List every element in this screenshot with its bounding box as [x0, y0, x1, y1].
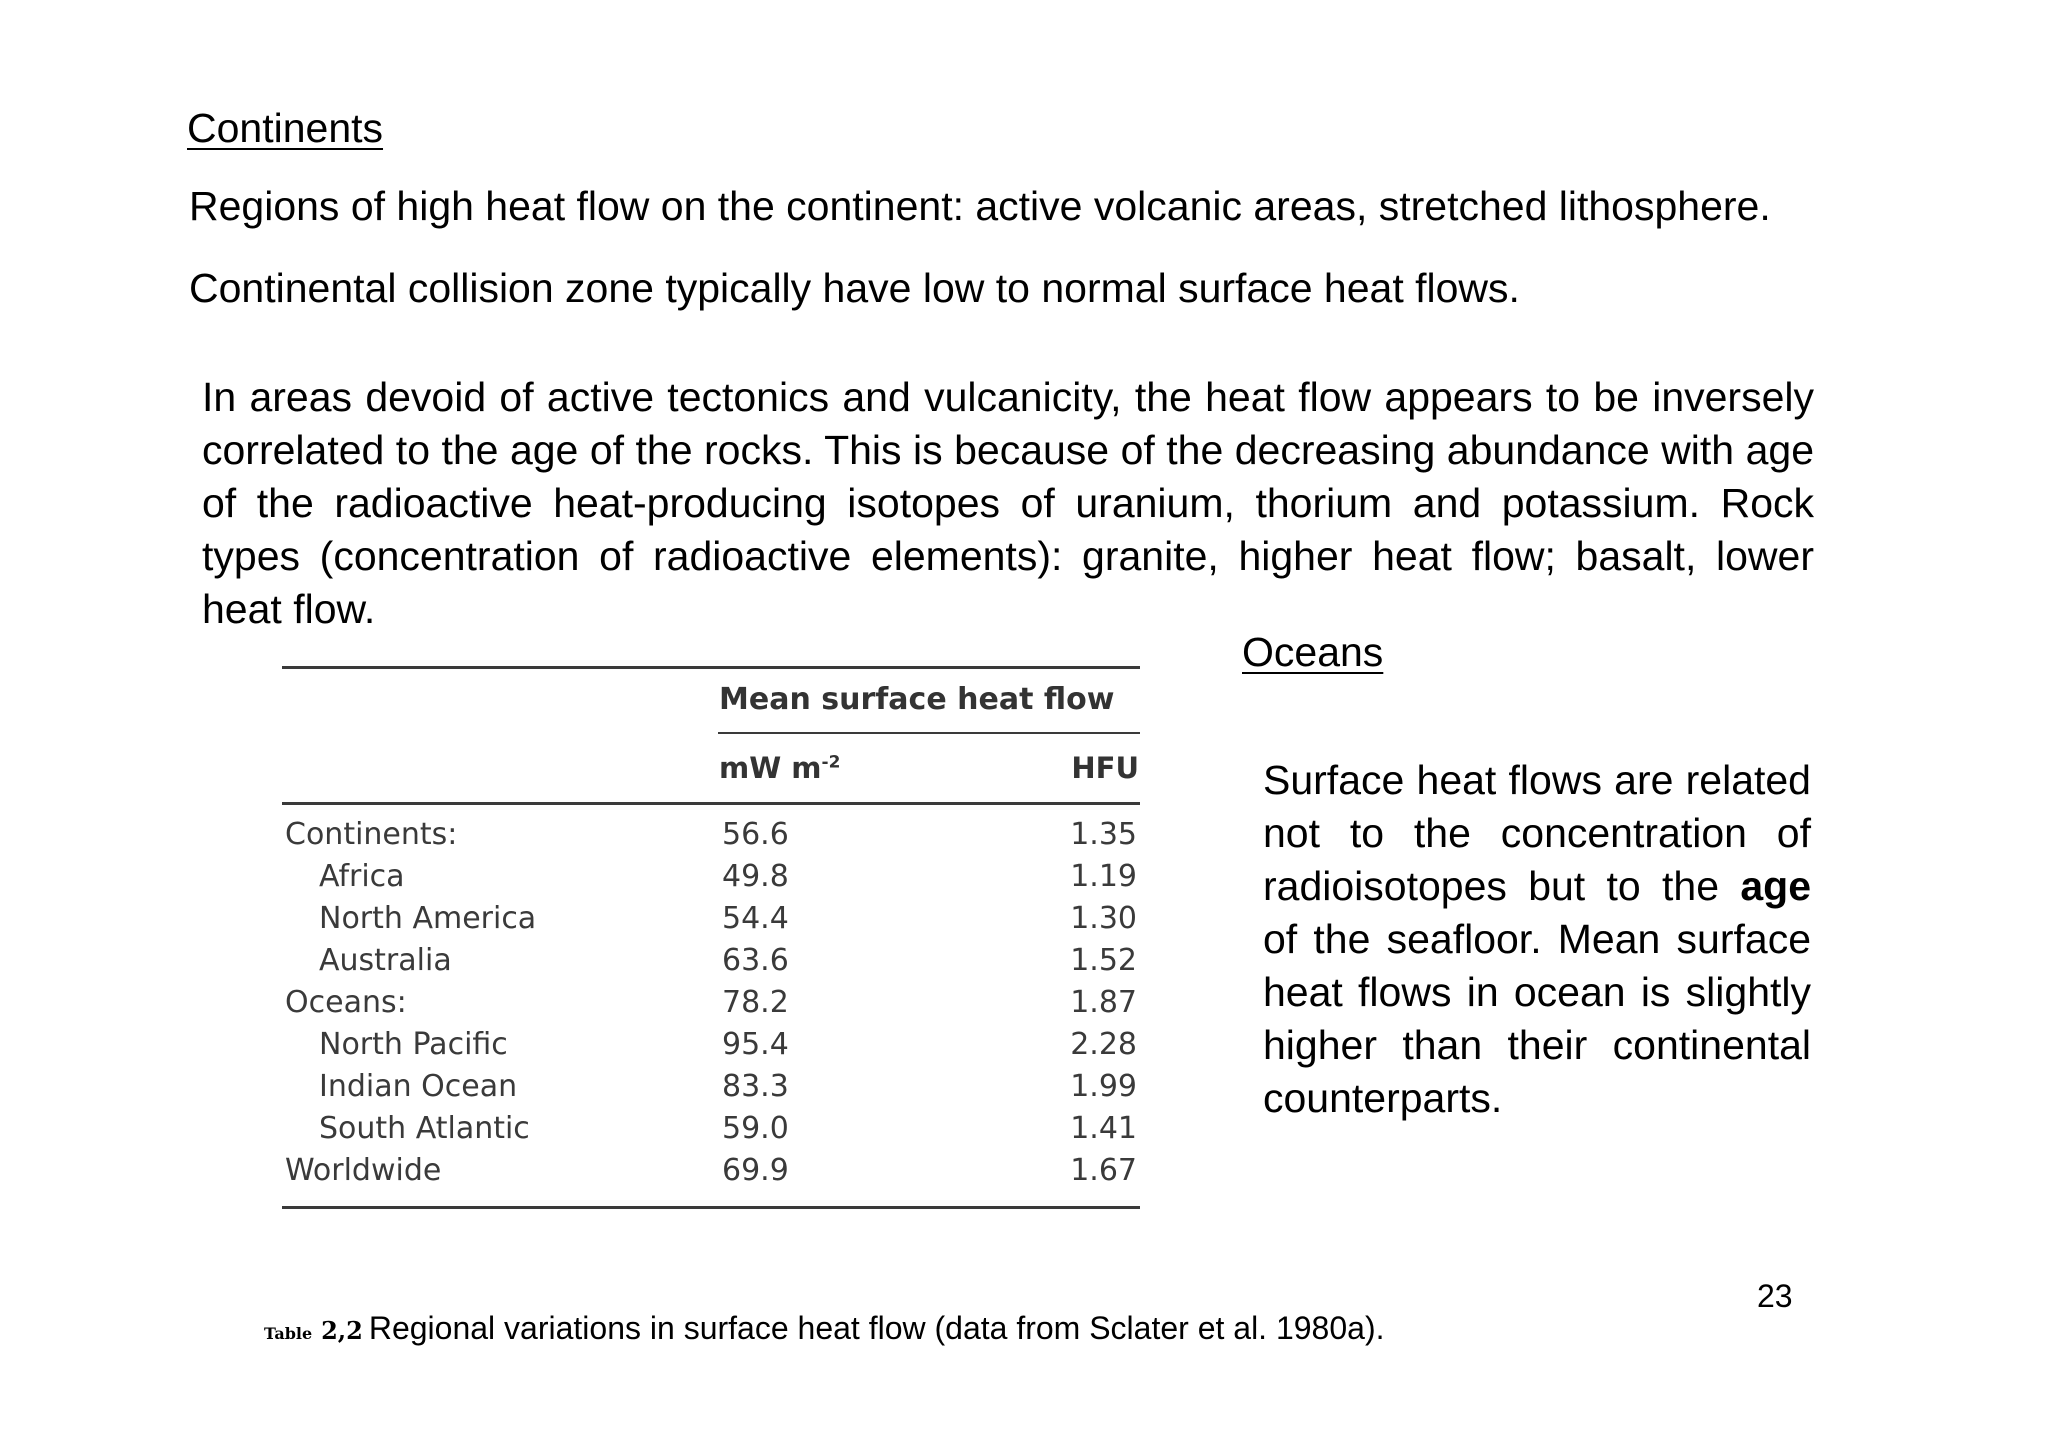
hfu-cell: 1.67 — [1070, 1153, 1137, 1188]
hfu-cell: 1.41 — [1070, 1111, 1137, 1146]
table-row — [282, 1027, 1140, 1069]
mw-cell: 69.9 — [722, 1153, 789, 1188]
region-cell: North America — [319, 901, 537, 936]
table-row — [282, 943, 1140, 985]
table-bottom-rule — [282, 1206, 1140, 1209]
oceans-text-before: Surface heat flows are related not to the concentration of radioisotopes but to the — [1263, 757, 1811, 909]
mw-cell: 95.4 — [722, 1027, 789, 1062]
oceans-heading: Oceans — [1242, 629, 1384, 675]
table-row — [282, 1153, 1140, 1195]
table-top-rule — [282, 666, 1140, 669]
region-cell: North Pacific — [319, 1027, 508, 1062]
region-cell: South Atlantic — [319, 1111, 530, 1146]
region-cell: Australia — [319, 943, 452, 978]
region-cell: Continents: — [285, 817, 458, 852]
hfu-cell: 1.35 — [1070, 817, 1137, 852]
oceans-text-after: of the seafloor. Mean surface heat flows in ocean is slightly higher than their continental counterparts. — [1263, 916, 1811, 1121]
table-row — [282, 817, 1140, 859]
caption-text: Regional variations in surface heat flow (data from Sclater et al. 1980a). — [368, 1310, 1385, 1346]
hfu-cell: 1.52 — [1070, 943, 1137, 978]
column-header-hfu: HFU — [1071, 751, 1139, 785]
continents-heading: Continents — [187, 105, 384, 151]
table-row — [282, 1111, 1140, 1153]
hfu-cell: 1.19 — [1070, 859, 1137, 894]
region-cell: Worldwide — [285, 1153, 442, 1188]
mw-cell: 54.4 — [722, 901, 789, 936]
mw-cell: 59.0 — [722, 1111, 789, 1146]
hfu-cell: 1.99 — [1070, 1069, 1137, 1104]
table-row — [282, 901, 1140, 943]
oceans-bold-word: age — [1740, 863, 1811, 909]
collision-zone-line: Continental collision zone typically have low to normal surface heat flows. — [189, 265, 1520, 311]
mw-cell: 56.6 — [722, 817, 789, 852]
table-group-rule — [718, 732, 1140, 734]
heat-flow-table — [282, 654, 1142, 1224]
caption-label: Table — [264, 1324, 313, 1343]
caption-number: 2,2 — [321, 1316, 363, 1345]
unit-si-label: mW m — [719, 751, 822, 785]
table-row — [282, 859, 1140, 901]
unit-si-exponent: -2 — [821, 752, 841, 773]
hfu-cell: 1.87 — [1070, 985, 1137, 1020]
column-header-mw-m2 — [719, 751, 840, 785]
region-cell: Oceans: — [285, 985, 407, 1020]
table-caption — [264, 1310, 1384, 1347]
mw-cell: 78.2 — [722, 985, 789, 1020]
page-number: 23 — [1757, 1278, 1793, 1314]
table-group-header: Mean surface heat flow — [719, 682, 1115, 717]
table-row — [282, 985, 1140, 1027]
rock-age-paragraph: In areas devoid of active tectonics and vulcanicity, the heat flow appears to be inversely correlated to the age of the rocks. This is because of the decreasing abundance with age of the radioactive heat-producing isotopes of uranium, thorium and potassium. Rock types (concentration of radioactive elements): granite, higher heat flow; basalt, lower heat flow. — [202, 374, 1814, 632]
mw-cell: 83.3 — [722, 1069, 789, 1104]
oceans-paragraph — [1263, 754, 1811, 1125]
table-header-rule — [282, 802, 1140, 805]
region-cell: Indian Ocean — [319, 1069, 518, 1104]
hfu-cell: 1.30 — [1070, 901, 1137, 936]
mw-cell: 49.8 — [722, 859, 789, 894]
region-cell: Africa — [319, 859, 405, 894]
hfu-cell: 2.28 — [1070, 1027, 1137, 1062]
high-heat-flow-line: Regions of high heat flow on the continent: active volcanic areas, stretched lithosphere. — [189, 183, 1771, 229]
table-row — [282, 1069, 1140, 1111]
mw-cell: 63.6 — [722, 943, 789, 978]
